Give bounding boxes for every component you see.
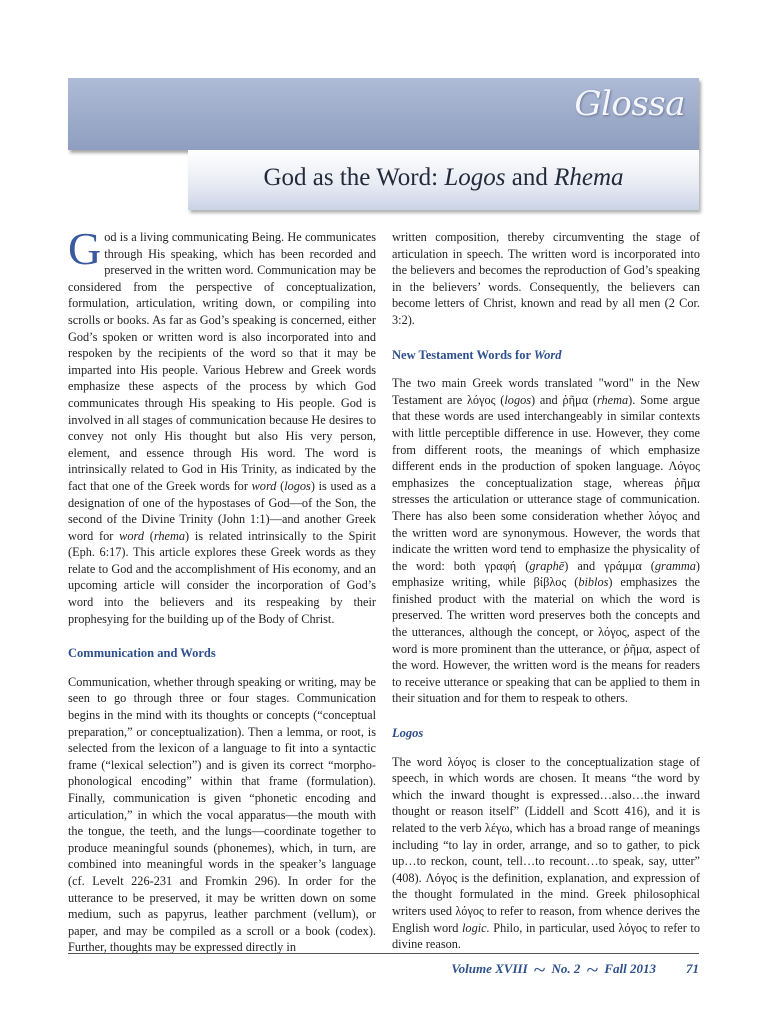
nt-text-2: ) and ῥῆμα ( [531,392,597,407]
nt-text-3: ). Some argue that these words are used interchangeably in similar contexts with little perceptible difference in use. However, they come from different roots, the meanings of which emphasize different ends in the production of spoken language. Λόγος emphasizes the conceptualization stage, whereas ῥῆμα stresses the articulation or utterance stage of communication. There has also been some consideration whether λόγος and the written word are synonymous. However, the words that indicate the written word tend to emphasize the physicality of the word: both γραφή ( [392,392,700,573]
nt-graphe-italic: graphē [529,558,565,573]
title-logos: Logos [444,164,506,191]
nt-words-paragraph [392,375,700,707]
title-part1: God as the Word: [263,164,445,191]
right-column [392,229,700,953]
intro-text-1: od is a living communicating Being. He communicates through His speaking, which has been recorded and preserved in the written word. Communication may be considered from the perspective of conceptualization, formulation, articulation, writing down, or compiling into scrolls or books. As far as God’s speaking is concerned, either God’s spoken or written word is also incorporated into and respoken by the recipients of the word so that it may be imparted into His people. Various Hebrew and Greek words emphasize these aspects of the process by which God communicates through His speaking to His people. God is involved in all stages of communication because He desires to convey not only His thought but also His very person, element, and essence through His word. The word is intrinsically related to God in His Trinity, as indicated by the fact that one of the Greek words for [68,230,376,493]
intro-text-2: ( [276,478,285,493]
title-bar [188,150,699,210]
intro-word2-italic: word [119,528,144,543]
nt-text-1: The two main Greek words translated "word" in the New Testament are λόγος ( [392,376,700,407]
heading-nt-words [392,347,700,364]
nt-rhema-italic: rhema [596,392,629,407]
intro-text-4: ( [143,528,154,543]
page-number: 71 [686,961,699,976]
footer [451,956,699,982]
intro-rhema-italic: rhema [153,528,186,543]
footer-rule [68,953,699,954]
heading-logos-text: Logos [392,726,424,741]
nt-gramma-italic: gramma [654,558,696,573]
continued-paragraph: written composition, thereby circumventing the stage of articulation in speech. The written word is incorporated into the believers and becomes the reproduction of God’s speaking in the believers’ words. Consequently, the believers can become letters of Christ, known and read by all men (2 Cor. 3:2). [392,230,700,327]
title-and: and [505,164,555,191]
intro-text-3: ) is used as a designation of one of the hypostases of God—of the Son, the second of the Divine Trinity (John 1:1)—and another Greek word for [68,478,377,543]
nt-logos-italic: logos [504,392,532,407]
heading-nt-words-text: New Testament Words for [392,347,534,362]
intro-paragraph [68,223,377,627]
nt-text-4: ) and γράμμα ( [564,558,655,573]
heading-logos [392,725,700,742]
article-title [188,164,699,192]
footer-volume: Volume XVIII [451,961,528,976]
heading-communication: Communication and Words [68,646,216,661]
section-label: Glossa [574,84,685,124]
footer-separator-2: ~ [586,956,599,982]
nt-text-6: ) emphasizes the finished product with the material on which the word is preserved. The written word preserves both the concepts and the utterances, although the concept, or λόγος, aspect of the word is more prominent than the utterance, or ῥῆμα, aspect of the word. However, the written word is the means for readers to receive utterance or speaking that can be applied to them in their situation and for them to respeak to others. [392,575,700,706]
footer-season: Fall 2013 [604,961,656,976]
footer-number: No. 2 [551,961,581,976]
logos-text-1: The word λόγος is closer to the conceptualization stage of speech, in which words are chosen. It means “the word by which the inward thought is expressed…also…the inward thought or reason itself” (Liddell and Scott 416), and it is related to the verb λέγω, which has a broad range of meanings including “to lay in order, arrange, and so to gather, to pick up…to reckon, count, tell…to recount…to speak, say, utter” (408). Λόγος is the definition, explanation, and expression of the thought formulated in the mind. Greek philosophical writers used λόγος to refer to reason, from whence derives the English word [392,754,700,935]
title-rhema: Rhema [554,164,624,191]
logos-logic-italic: logic. [462,920,490,935]
intro-text-5: ) is related intrinsically to the Spirit (Eph. 6:17). This article explores these Greek words as they relate to God and the accomplishment of His economy, and an upcoming article will consider the incorporation of God’s word into the believers and its respeaking by their prophesying for the building up of the Body of Christ. [68,528,376,626]
intro-word-italic: word [251,478,277,493]
logos-paragraph [392,754,700,953]
left-column [68,223,377,956]
heading-nt-words-italic: Word [533,347,562,362]
nt-biblos-italic: biblos [578,575,609,590]
section-banner [68,78,699,150]
footer-separator: ~ [533,956,546,982]
intro-logos-italic: logos [284,478,311,493]
communication-paragraph: Communication, whether through speaking or writing, may be seen to go through three or four stages. Communication begins in the mind with its thoughts or concepts (“conceptual preparation,” or conceptualization). Then a lemma, or root, is selected from the lexicon of a language to fit into a syntactic frame (“lexical selection”) and is given its correct “morpho-phonological encoding” within that frame (formulation). Finally, communication is given “phonetic encoding and articulation,” in which the vocal apparatus—the mouth with the tongue, the teeth, and the lungs—coordinate together to produce meaningful sounds (phonemes), which, in turn, are combined into meaningful words in the speaker’s language (cf. Levelt 226-231 and Fromkin 296). In order for the utterance to be preserved, it may be written down on some medium, such as papyrus, leather parchment (vellum), or paper, and may be compiled as a scroll or a book (codex). Further, thoughts may be expressed directly in [68,674,376,955]
drop-cap: G [68,223,102,274]
nt-text-5: ) emphasize writing, while βίβλος ( [392,558,701,590]
logos-text-2: Philo, in particular, used λόγος to refer to divine reason. [392,920,700,952]
